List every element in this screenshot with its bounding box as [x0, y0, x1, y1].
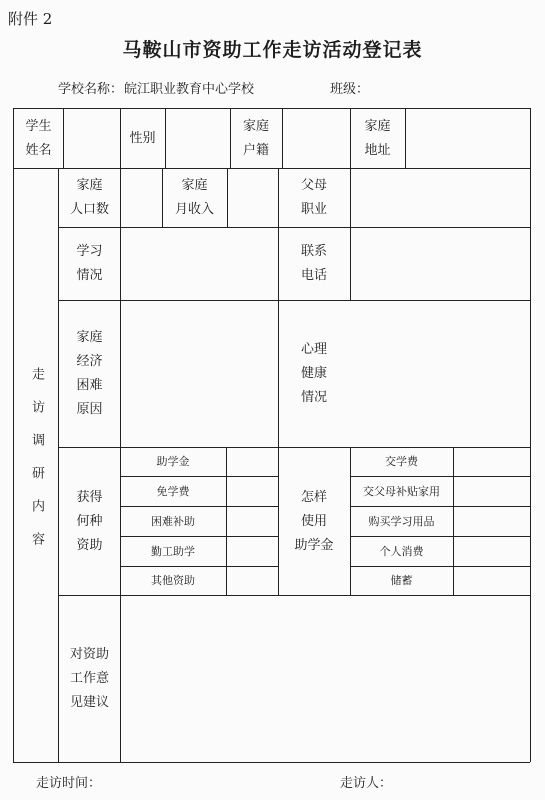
school-name-label: 学校名称： — [58, 82, 124, 97]
aid-type-grant: 助学金 — [156, 455, 190, 468]
form-title: 马鞍山市资助工作走访活动登记表 — [122, 39, 423, 61]
economic-hardship-label: 家庭 经济 困难 原因 — [76, 330, 103, 417]
usage-tuition: 交学费 — [385, 455, 418, 468]
column-divider — [120, 168, 121, 227]
aid-received-label: 获得 何种 资助 — [76, 489, 103, 553]
family-size-label: 家庭 人口数 — [69, 178, 109, 217]
aid-type-hardship-subsidy: 困难补助 — [151, 514, 195, 528]
visitor-label: 走访人： — [340, 776, 393, 791]
gender-label: 性别 — [129, 130, 156, 146]
column-divider — [120, 595, 121, 762]
column-divider — [453, 447, 454, 595]
grant-usage-label: 怎样 使用 助学金 — [294, 489, 334, 553]
usage-personal-spending: 个人消费 — [379, 544, 424, 558]
table-border-bottom — [13, 762, 530, 763]
column-divider — [165, 108, 166, 168]
column-divider — [350, 168, 351, 227]
monthly-income-label: 家庭 月收入 — [174, 178, 214, 217]
column-divider — [405, 108, 406, 168]
student-name-label: 学生 姓名 — [25, 118, 52, 158]
usage-family-support: 交父母补贴家用 — [363, 484, 440, 498]
class-label: 班级： — [330, 82, 370, 97]
school-name-value: 皖江职业教育中心学校 — [124, 82, 255, 97]
attachment-label: 附件 2 — [8, 10, 53, 28]
parents-occupation-label: 父母 职业 — [300, 178, 327, 217]
study-situation-label: 学习 情况 — [76, 244, 103, 283]
column-divider — [227, 168, 228, 227]
table-border-right — [530, 108, 531, 762]
aid-type-tuition-waiver: 免学费 — [156, 484, 190, 498]
column-divider — [350, 227, 351, 300]
aid-opinion-label: 对资助 工作意 见建议 — [69, 647, 109, 710]
column-divider — [226, 447, 227, 595]
mental-health-label: 心理 健康 情况 — [300, 342, 327, 405]
row-divider — [58, 595, 530, 596]
usage-savings: 储蓄 — [390, 574, 413, 587]
visit-research-section-label: 走访调研内容 — [29, 366, 44, 565]
contact-phone-label: 联系 电话 — [300, 244, 327, 283]
home-address-label: 家庭 地址 — [364, 118, 391, 158]
aid-type-work-study: 勤工助学 — [151, 544, 195, 558]
usage-school-supplies: 购买学习用品 — [368, 514, 435, 528]
aid-type-other: 其他资助 — [151, 574, 195, 587]
household-registration-label: 家庭 户籍 — [242, 118, 269, 158]
column-divider — [63, 108, 64, 168]
visit-time-label: 走访时间： — [36, 776, 102, 791]
column-divider — [282, 108, 283, 168]
